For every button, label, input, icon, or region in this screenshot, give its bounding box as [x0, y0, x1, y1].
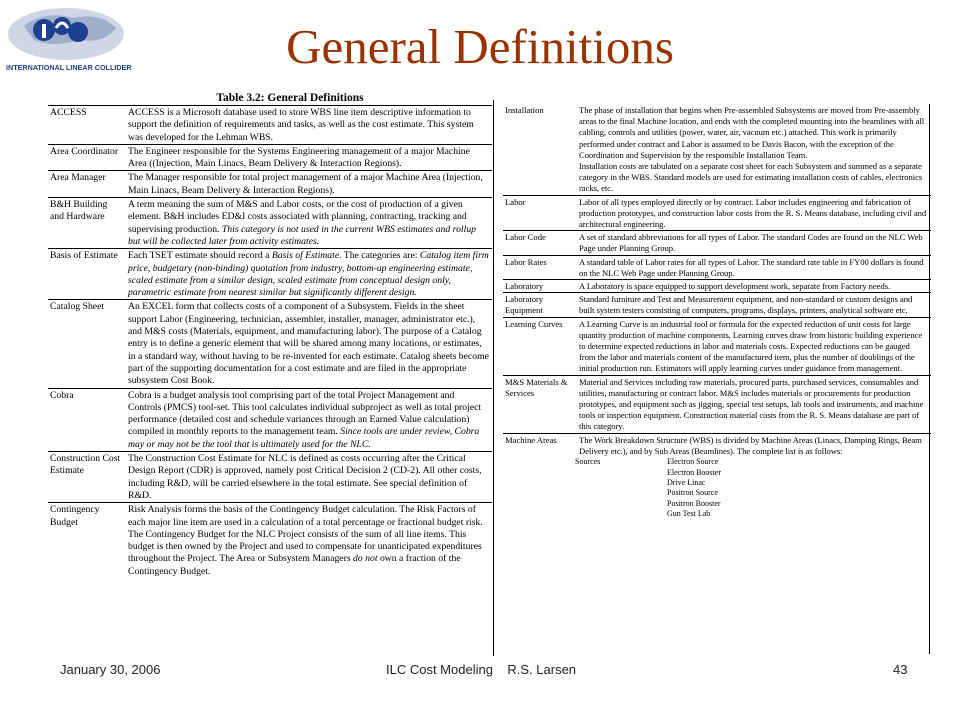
- definition-text: [575, 280, 931, 292]
- definition-row: [503, 230, 931, 254]
- definition-italic-text: Catalog item firm price, budgetary (non-binding) quotation from industry, bottom-up engineering estimate, scaled estimate from a similar design, scaled estimate from conceptual design only, parametric estimate from nearest similar but significantly different design.: [128, 250, 489, 299]
- definition-text: [124, 300, 492, 387]
- definition-text: [124, 145, 492, 171]
- definition-italic-text: This category is not used in the current WBS estimates and rollup but will be collected later from activity estimates.: [128, 223, 476, 247]
- definition-plain-text: own a fraction of the Contingency Budget.: [128, 553, 461, 577]
- definition-term: Area Manager: [50, 172, 106, 184]
- definition-text: [575, 196, 931, 231]
- definition-text: [575, 256, 931, 279]
- definition-term: Installation: [505, 105, 544, 115]
- definition-italic-text: Since tools are under review, Cobra may or may not be the tool that is ultimately used for the NLC.: [128, 426, 480, 450]
- definition-text: [575, 434, 931, 457]
- definition-text: [124, 249, 492, 299]
- definition-row: [48, 248, 492, 299]
- definition-plain-text: Standard furniture and Test and Measurement equipment, and non-standard or custom designs and built system testers consisting of computers, programs, displays, printers, analytical software etc.: [579, 294, 913, 316]
- sources-label: Sources: [575, 457, 601, 467]
- source-item: Electron Booster: [667, 467, 721, 477]
- footer-date: January 30, 2006: [60, 662, 161, 677]
- left-table-border: [493, 100, 494, 656]
- definition-plain-text: A Laboratory is space equipped to support development work, separate from Factory needs.: [579, 281, 891, 292]
- definition-plain-text: Cobra is a budget analysis tool comprising part of the total Project Management and Controls (PMCS) tool-set. This tool calculates individual subproject as well as total project performance (detailed cost and schedule variances through an Earned Value calculation) compiled in monthly reports to the management team.: [128, 389, 482, 438]
- definition-plain-text: A standard table of Labor rates for all types of Labor. The standard rate table in FY00 dollars is found on the NLC Web Page under Planning Group.: [579, 256, 924, 278]
- definition-plain-text: An EXCEL form that collects costs of a component of a Subsystem. Fields in the sheet support Labor (Engineering, technician, assembler, installer, manager, administrator etc.), and M&S costs (Materials, equipment, and manufacturing labor). The purpose of a Catalog entry is to define a generic element that will be shared among many locations, or estimates, in a standard way, without having to be re-invented for each estimate. Catalog sheets become part of the supporting documentation for a cost estimate and are filed in the appropriate subsystem Cost Book.: [128, 301, 489, 387]
- right-definitions-table: [503, 104, 931, 664]
- definition-plain-text: The Construction Cost Estimate for NLC is defined as costs occurring after the Critical Design Report (CDR) is approved, namely post Critical Decision 2 (CD-2). All other costs, including R&D, will be carried elsewhere in the total estimate. See special definition of R&D.: [128, 453, 482, 501]
- definition-text: [124, 198, 492, 248]
- definition-plain-text: The phase of installation that begins when Pre-assembled Subsystems are moved from Pre-assembly areas to the final Machine location, and ends with the completed mounting into the beamlines with all cabling, controls and utilities (power, water, air, vacuum etc.) attached. This work is primarily performed under contract and Labor is assumed to be Davis Bacon, with the exception of the Coordination and Supervision by the responsible Installation Team.: [579, 105, 925, 160]
- definition-text: [124, 171, 492, 197]
- definition-term: Labor: [505, 196, 526, 207]
- definition-row: [48, 451, 492, 502]
- definition-row: [48, 170, 492, 197]
- source-item: Electron Source: [667, 457, 719, 467]
- definition-row: [503, 104, 931, 195]
- definition-term: Area Coordinator: [50, 145, 119, 157]
- definition-term: Basis of Estimate: [50, 250, 118, 262]
- definition-term: Construction Cost Estimate: [50, 453, 121, 477]
- definition-text: [124, 452, 492, 502]
- definition-plain-text: The Engineer responsible for the Systems Engineering management of a major Machine Area ((Injection, Main Linacs, Beam Delivery & Interaction Regions).: [128, 145, 470, 170]
- definition-term: M&S Materials & Services: [505, 376, 568, 398]
- definition-term: B&H Building and Hardware: [50, 199, 108, 223]
- definition-term: Catalog Sheet: [50, 301, 105, 313]
- definition-extra-paragraph: Installation costs are tabulated on a separate cost sheet for each Subsystem and summed as a separate category in the WBS. Standard models are used for estimating installation costs of cables, electronics racks, etc.: [579, 161, 923, 194]
- definition-row: [48, 105, 492, 144]
- source-item: Positron Booster: [667, 498, 721, 508]
- left-definitions-table: [48, 92, 492, 652]
- definition-term: Laboratory: [505, 281, 544, 292]
- definition-term: Contingency Budget: [50, 504, 100, 528]
- definition-row: [503, 195, 931, 231]
- definition-plain-text: Risk Analysis forms the basis of the Contingency Budget calculation. The Risk Factors of each major line item are used in a calculation of a total percentage or fractional budget risk. The Contingency Budget for the NLC Project consists of the sum of all line items. This budget is then owned by the Project and used to compensate for unanticipated expenditures throughout the Project. The Area or Subsystem Managers: [128, 504, 483, 565]
- definition-plain-text: ACCESS is a Microsoft database used to store WBS line item descriptive information to support the definition of requirements and tasks, as well as the cost estimate. This system was developed for the Lehman WBS.: [128, 107, 474, 143]
- definition-plain-text: The Work Breakdown Structure (WBS) is divided by Machine Areas (Linacs, Damping Rings, Beam Delivery etc.), and by Sub Areas (Beamlines). The complete list is as follows:: [579, 434, 922, 456]
- definition-term: Laboratory Equipment: [505, 294, 544, 316]
- definition-text: [575, 318, 931, 375]
- definition-row: [503, 255, 931, 279]
- definition-term: Learning Curves: [505, 318, 563, 329]
- definition-plain-text: A term meaning the sum of M&S and Labor costs, or the cost of production of a given element. B&H includes ED&I costs associated with planning, contracting, tracking and supervising production.: [128, 199, 467, 235]
- definition-italic-text: Basis of Estimate: [271, 250, 340, 262]
- definition-row: [503, 279, 931, 292]
- definition-row: [503, 375, 931, 433]
- table-title: Table 3.2: General Definitions: [216, 92, 364, 104]
- definition-row: [503, 292, 931, 316]
- definition-row: [48, 299, 492, 387]
- page-number: 43: [893, 662, 908, 677]
- definition-plain-text: Each TSET estimate should record a: [128, 250, 272, 262]
- definition-plain-text: A set of standard abbreviations for all types of Labor. The standard Codes are found on the NLC Web Page under Planning Group.: [579, 232, 923, 254]
- definition-text: [575, 293, 931, 316]
- definition-term: Labor Code: [505, 232, 546, 243]
- definition-term: Labor Rates: [505, 256, 547, 267]
- definition-row: [48, 502, 492, 578]
- definition-term: Cobra: [50, 389, 74, 401]
- definition-row: [503, 433, 931, 457]
- definition-plain-text: Labor of all types employed directly or by contract. Labor includes engineering and fabrication of production prototypes, and construction labor costs from the R. S. Means database, including civil and architectural engineering.: [579, 196, 927, 230]
- source-item: Gun Test Lab: [667, 509, 711, 519]
- definition-term: ACCESS: [50, 107, 87, 118]
- slide-title: General Definitions: [286, 19, 674, 74]
- definition-italic-text: do not: [353, 553, 378, 565]
- logo-text: INTERNATIONAL LINEAR COLLIDER: [6, 63, 132, 72]
- definition-text: [124, 503, 492, 578]
- definition-plain-text: Material and Services including raw materials, procured parts, purchased services, consumables and utilities, manufacturing or contract labor. M&S includes materials or procurements for production prototypes, and equipment such as jigging, special test setups, lab tools and instruments, and machine tools or inspection equipment. Construction material costs from the R. S. Means database are part of this category.: [579, 376, 924, 432]
- footer-center: ILC Cost Modeling R.S. Larsen: [386, 662, 577, 677]
- definition-row: [48, 197, 492, 248]
- definition-plain-text: . The categories are:: [339, 250, 420, 262]
- definition-row: [48, 388, 492, 451]
- definition-text: [575, 104, 931, 195]
- definition-text: [124, 389, 492, 451]
- definition-text: [575, 376, 931, 433]
- definition-row: [48, 144, 492, 171]
- definition-row: [503, 317, 931, 375]
- sources-list: [503, 457, 931, 519]
- right-table-border: [929, 104, 930, 654]
- definition-plain-text: A Learning Curve is an industrial tool or formula for the expected reduction of unit costs for large quantity production of machine components. Learning curves draw from historic building experience to determine expected reductions in labor and materials costs. Expected reductions can be gauged from the labor and materials content of the manufactured item, plus the number of doublings of the initial production run. Estimators will apply learning curves under guidance from management.: [579, 318, 923, 374]
- definition-text: [575, 231, 931, 254]
- source-item: Positron Source: [667, 488, 718, 498]
- definition-text: [124, 106, 492, 144]
- definition-term: Machine Areas: [505, 434, 557, 445]
- definition-plain-text: The Manager responsible for total project management of a major Machine Area (Injection, Main Linacs, Beam Delivery & Interaction Regions).: [128, 172, 483, 196]
- source-item: Drive Linac: [667, 477, 706, 487]
